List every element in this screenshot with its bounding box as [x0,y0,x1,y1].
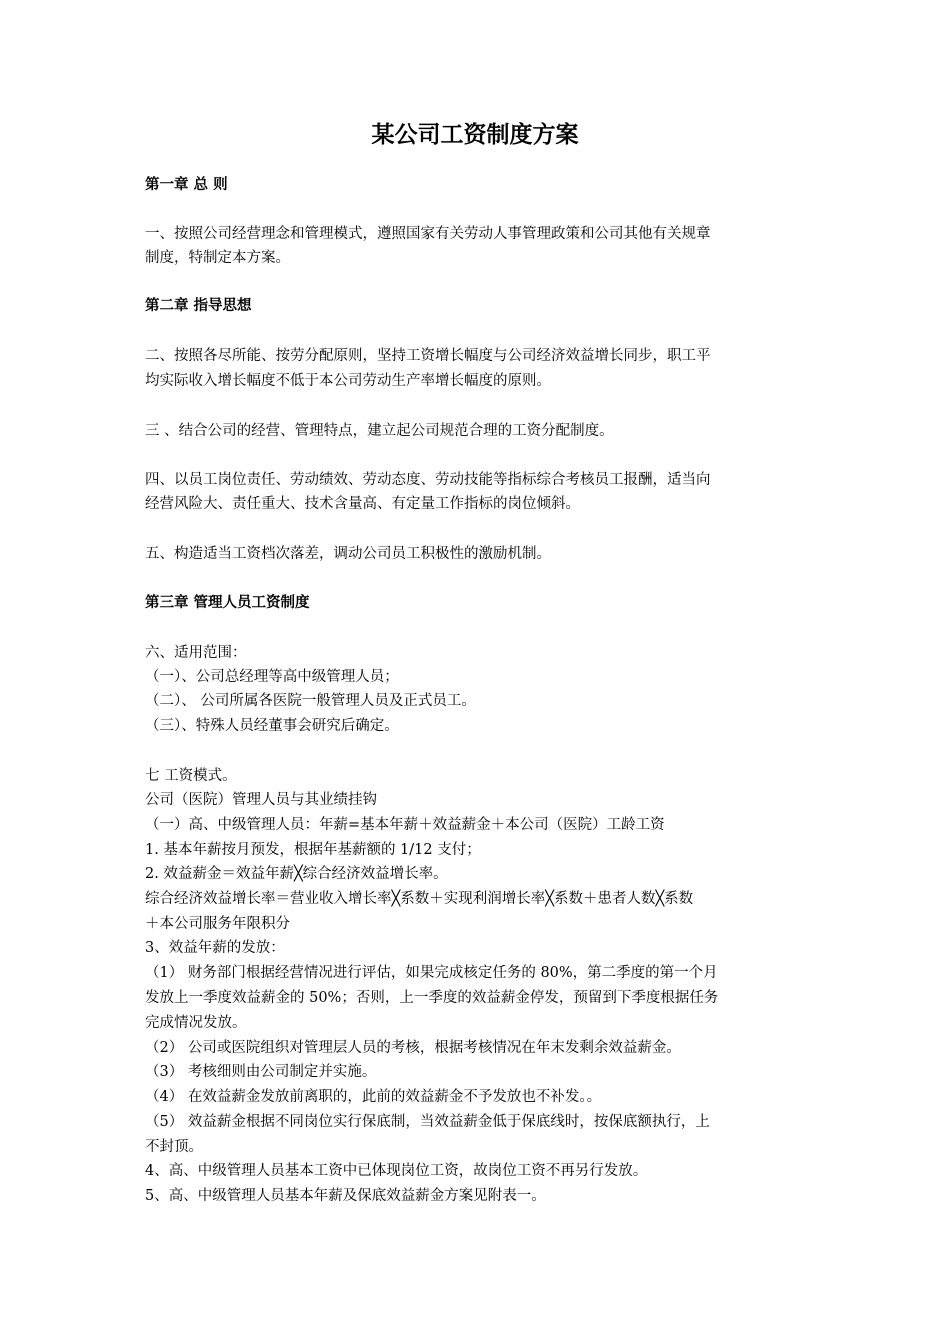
paragraph-line: 5、高、中级管理人员基本年薪及保底效益薪金方案见附表一。 [145,1188,546,1204]
paragraph-line: （2） 公司或医院组织对管理层人员的考核，根据考核情况在年末发剩余效益薪金。 [145,1040,681,1056]
paragraph-line: 经营风险大、责任重大、技术含量高、有定量工作指标的岗位倾斜。 [145,496,580,512]
paragraph-line: 1. 基本年薪按月预发，根据年基薪额的 1/12 支付； [145,842,481,858]
paragraph-line: （3） 考核细则由公司制定并实施。 [145,1064,377,1080]
paragraph-line: （5） 效益薪金根据不同岗位实行保底制，当效益薪金低于保底线时，按保底额执行，上 [145,1114,710,1130]
paragraph-line: 公司（医院）管理人员与其业绩挂钩 [145,792,377,808]
paragraph-line: 三 、结合公司的经营、管理特点，建立起公司规范合理的工资分配制度。 [145,423,614,439]
paragraph-line: （1） 财务部门根据经营情况进行评估，如果完成核定任务的 80%，第二季度的第一个月 [145,965,718,981]
chapter-heading: 第二章 指导思想 [145,298,252,314]
paragraph-line: ＋本公司服务年限积分 [145,916,290,932]
paragraph-line: 二、按照各尽所能、按劳分配原则，坚持工资增长幅度与公司经济效益增长同步，职工平 [145,348,711,364]
paragraph-line: （三）、特殊人员经董事会研究后确定。 [145,718,399,734]
paragraph-line: 四、以员工岗位责任、劳动绩效、劳动态度、劳动技能等指标综合考核员工报酬，适当向 [145,472,711,488]
paragraph-line: 不封顶。 [145,1139,203,1155]
paragraph-line: 综合经济效益增长率＝营业收入增长率╳系数＋实现利润增长率╳系数＋患者人数╳系数 [145,891,694,907]
document-title: 某公司工资制度方案 [371,122,579,148]
paragraph-line: （一）、公司总经理等高中级管理人员； [145,669,399,685]
paragraph-line: 发放上一季度效益薪金的 50%；否则，上一季度的效益薪金停发，预留到下季度根据任务 [145,990,719,1006]
paragraph-line: （一）高、中级管理人员：年薪=基本年薪＋效益薪金＋本公司（医院）工龄工资 [145,817,665,833]
paragraph-line: 2. 效益薪金＝效益年薪╳综合经济效益增长率。 [145,866,448,882]
paragraph-line: 七 工资模式。 [145,768,237,784]
chapter-heading: 第一章 总 则 [145,177,228,193]
paragraph-line: 3、效益年薪的发放： [145,940,285,956]
paragraph-line: 完成情况发放。 [145,1015,247,1031]
paragraph-line: 一、按照公司经营理念和管理模式，遵照国家有关劳动人事管理政策和公司其他有关规章 [145,226,711,242]
paragraph-line: 制度，特制定本方案。 [145,250,290,266]
paragraph-line: （4） 在效益薪金发放前离职的，此前的效益薪金不予发放也不补发。。 [145,1089,602,1105]
chapter-heading: 第三章 管理人员工资制度 [145,595,310,611]
paragraph-line: （二）、 公司所属各医院一般管理人员及正式员工。 [145,693,476,709]
paragraph-line: 六、适用范围： [145,645,247,661]
paragraph-line: 均实际收入增长幅度不低于本公司劳动生产率增长幅度的原则。 [145,373,551,389]
paragraph-line: 4、高、中级管理人员基本工资中已体现岗位工资，故岗位工资不再另行发放。 [145,1163,648,1179]
paragraph-line: 五、构造适当工资档次落差，调动公司员工积极性的激励机制。 [145,546,551,562]
